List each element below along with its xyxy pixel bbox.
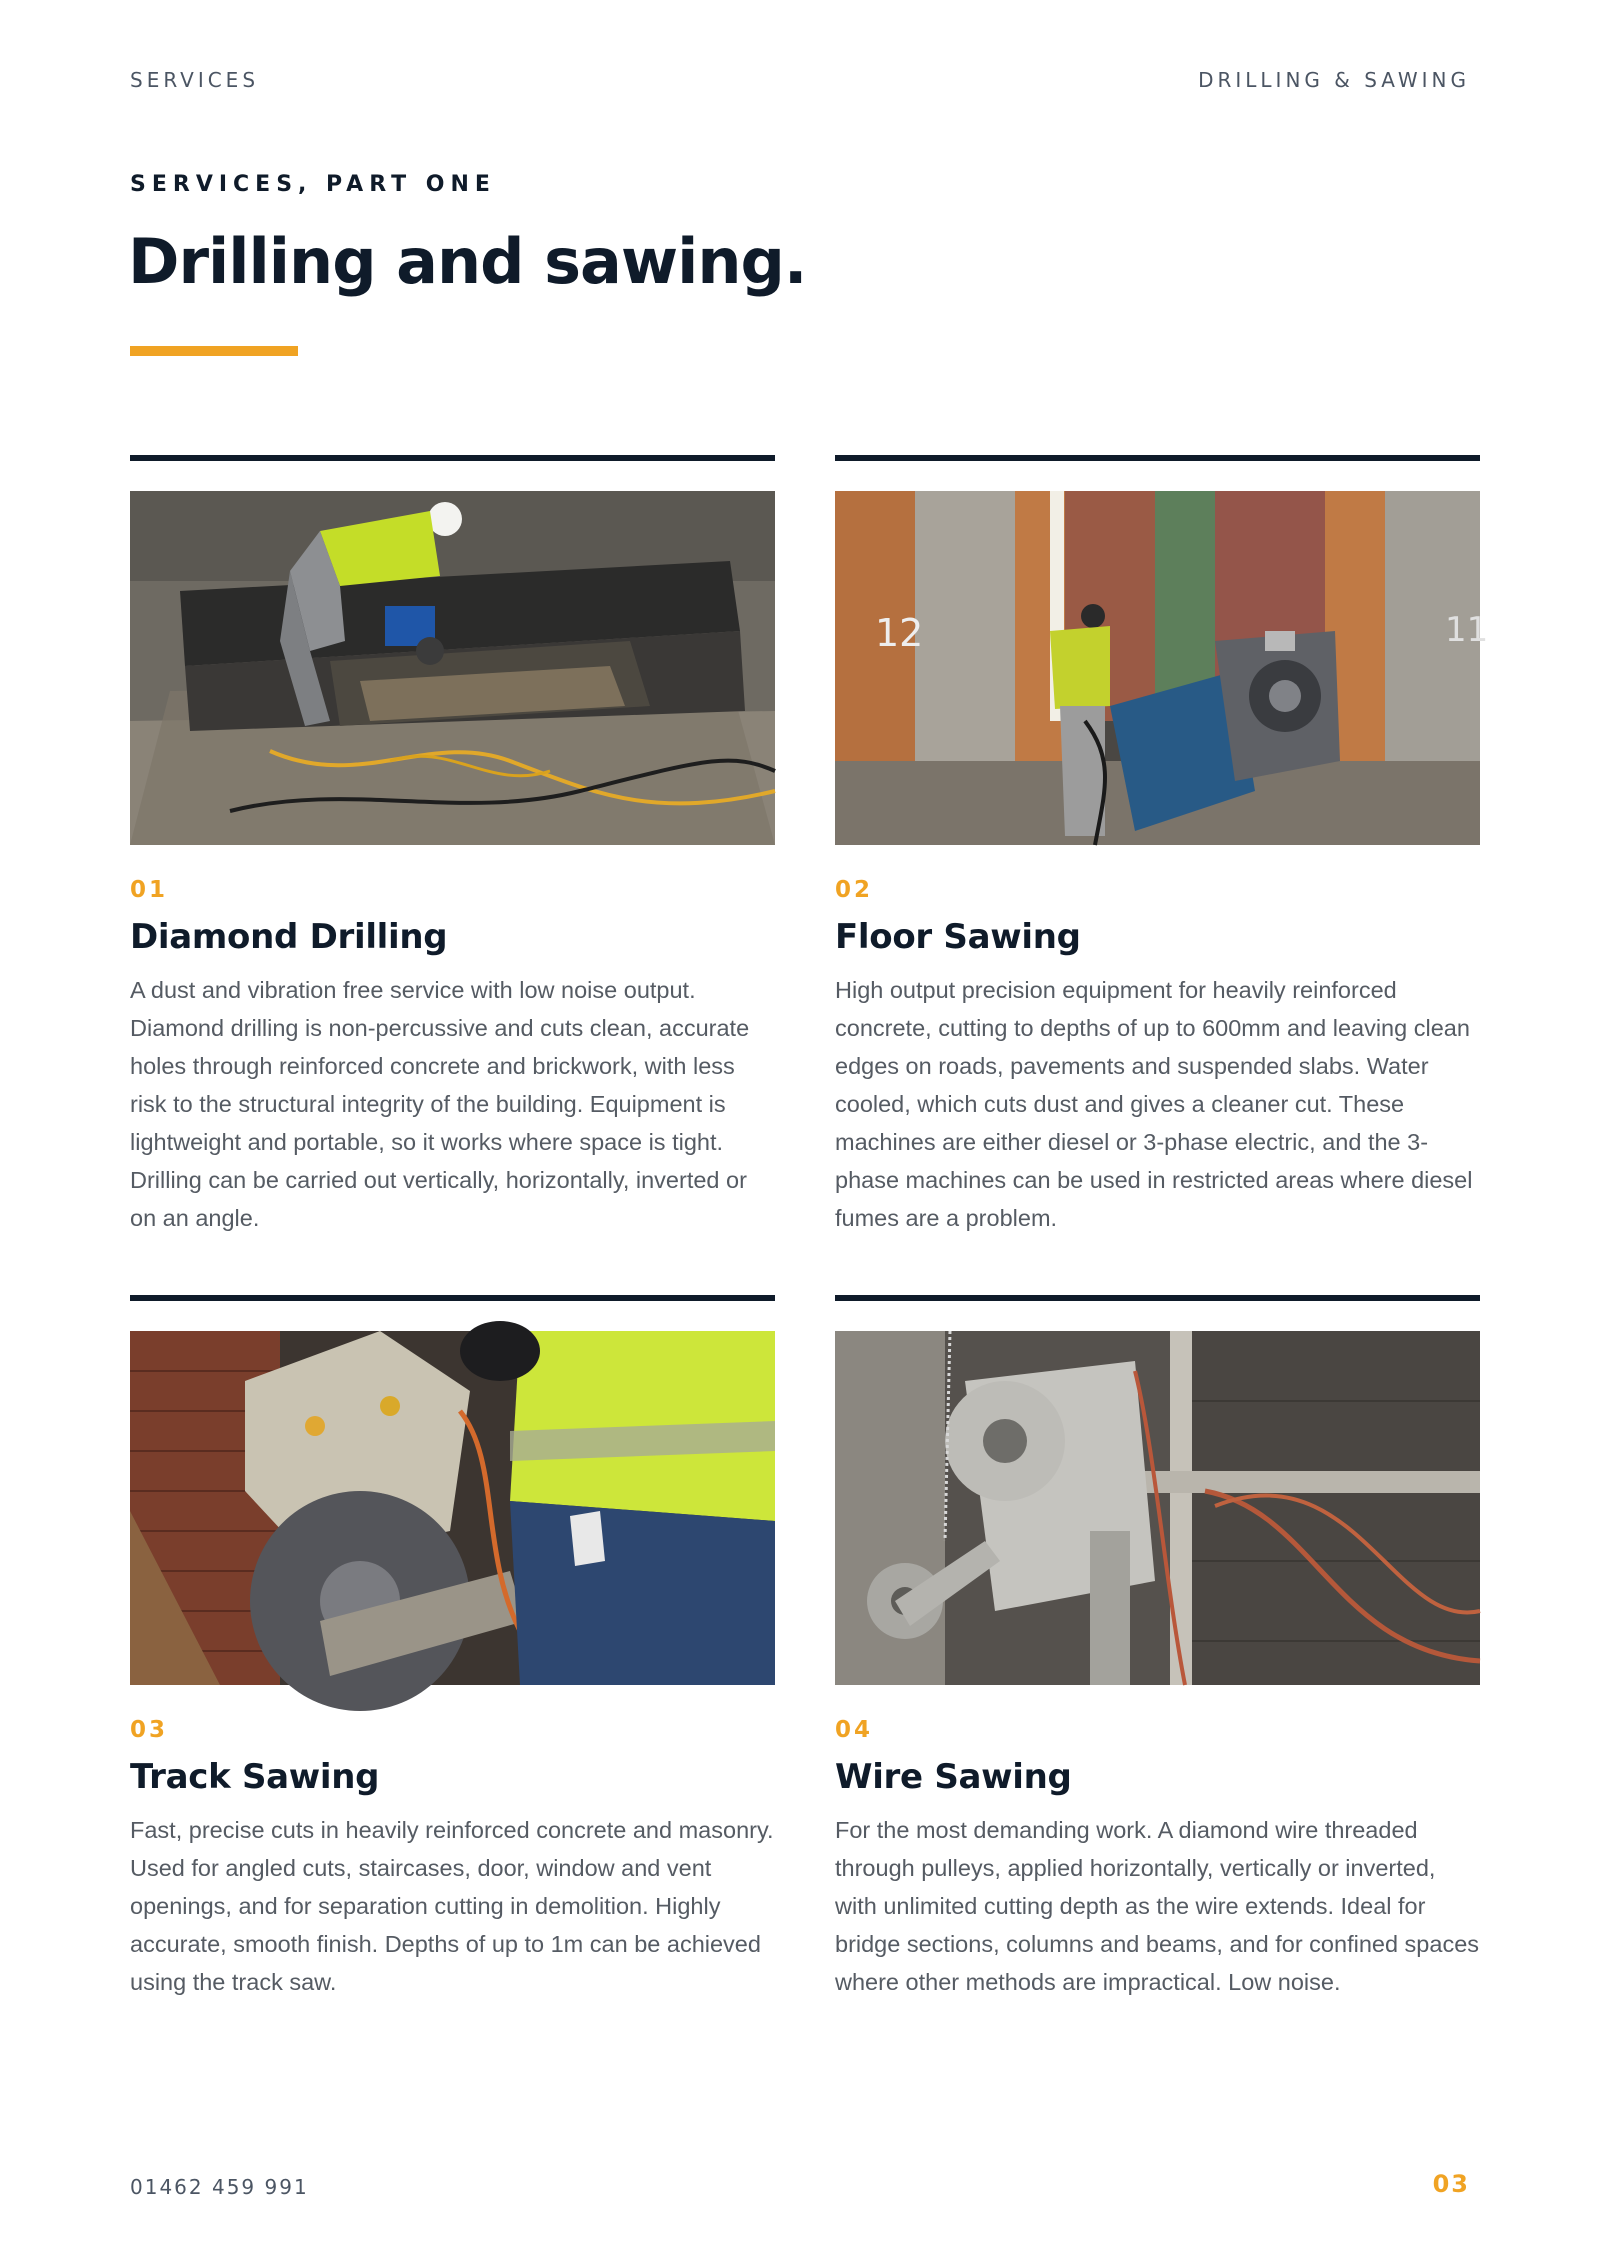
service-title: Track Sawing — [130, 1757, 380, 1797]
service-title: Diamond Drilling — [130, 917, 448, 957]
header-section: SERVICES — [130, 68, 260, 92]
card-top-rule — [130, 455, 775, 461]
service-title: Wire Sawing — [835, 1757, 1072, 1797]
header-topic: DRILLING & SAWING — [1198, 68, 1470, 92]
service-number: 02 — [835, 877, 874, 903]
diamond-drilling-photo — [130, 491, 775, 845]
service-card-wire-sawing — [835, 1295, 1480, 2001]
wire-sawing-photo — [835, 1331, 1480, 1685]
column-number-label-right: 11 — [1445, 610, 1489, 650]
column-number-label-left: 12 — [875, 611, 924, 655]
page-title: Drilling and sawing. — [128, 225, 807, 298]
section-eyebrow: SERVICES, PART ONE — [130, 172, 496, 197]
footer-page-number: 03 — [1432, 2170, 1470, 2198]
service-number: 01 — [130, 877, 169, 903]
service-card-diamond-drilling — [130, 455, 775, 1237]
service-description: High output precision equipment for heavily reinforced concrete, cutting to depths of up to 600mm and leaving clean edges on roads, pavements and suspended slabs. Water cooled, which cuts dust and gives a cleaner cut. These machines are either diesel or 3-phase electric, and the 3-phase machines can be used in restricted areas where diesel fumes are a problem. — [835, 977, 1473, 1231]
service-description: A dust and vibration free service with low noise output. Diamond drilling is non-percussive and cuts clean, accurate holes through reinforced concrete and brickwork, with less risk to the structural integrity of the building. Equipment is lightweight and portable, so it works where space is tight. Drilling can be carried out vertically, horizontally, inverted or on an angle. — [130, 977, 750, 1231]
track-sawing-photo — [130, 1331, 775, 1685]
service-card-track-sawing — [130, 1295, 775, 2001]
service-number: 03 — [130, 1717, 169, 1743]
card-top-rule — [835, 1295, 1480, 1301]
service-number: 04 — [835, 1717, 874, 1743]
service-description: For the most demanding work. A diamond wire threaded through pulleys, applied horizontally, vertically or inverted, with unlimited cutting depth as the wire extends. Ideal for bridge sections, columns and beams, and for confined spaces where other methods are impractical. Low noise. — [835, 1817, 1480, 1995]
service-title: Floor Sawing — [835, 917, 1081, 957]
floor-sawing-photo — [835, 491, 1489, 845]
service-description: Fast, precise cuts in heavily reinforced concrete and masonry. Used for angled cuts, staircases, door, window and vent openings, and for separation cutting in demolition. Highly accurate, smooth finish. Depths of up to 1m can be achieved using the track saw. — [130, 1817, 774, 1995]
service-card-floor-sawing — [835, 455, 1489, 1237]
card-top-rule — [130, 1295, 775, 1301]
title-accent-underline — [130, 346, 298, 356]
footer-phone-number: 01462 459 991 — [130, 2175, 309, 2199]
running-header — [130, 68, 1470, 92]
card-top-rule — [835, 455, 1480, 461]
